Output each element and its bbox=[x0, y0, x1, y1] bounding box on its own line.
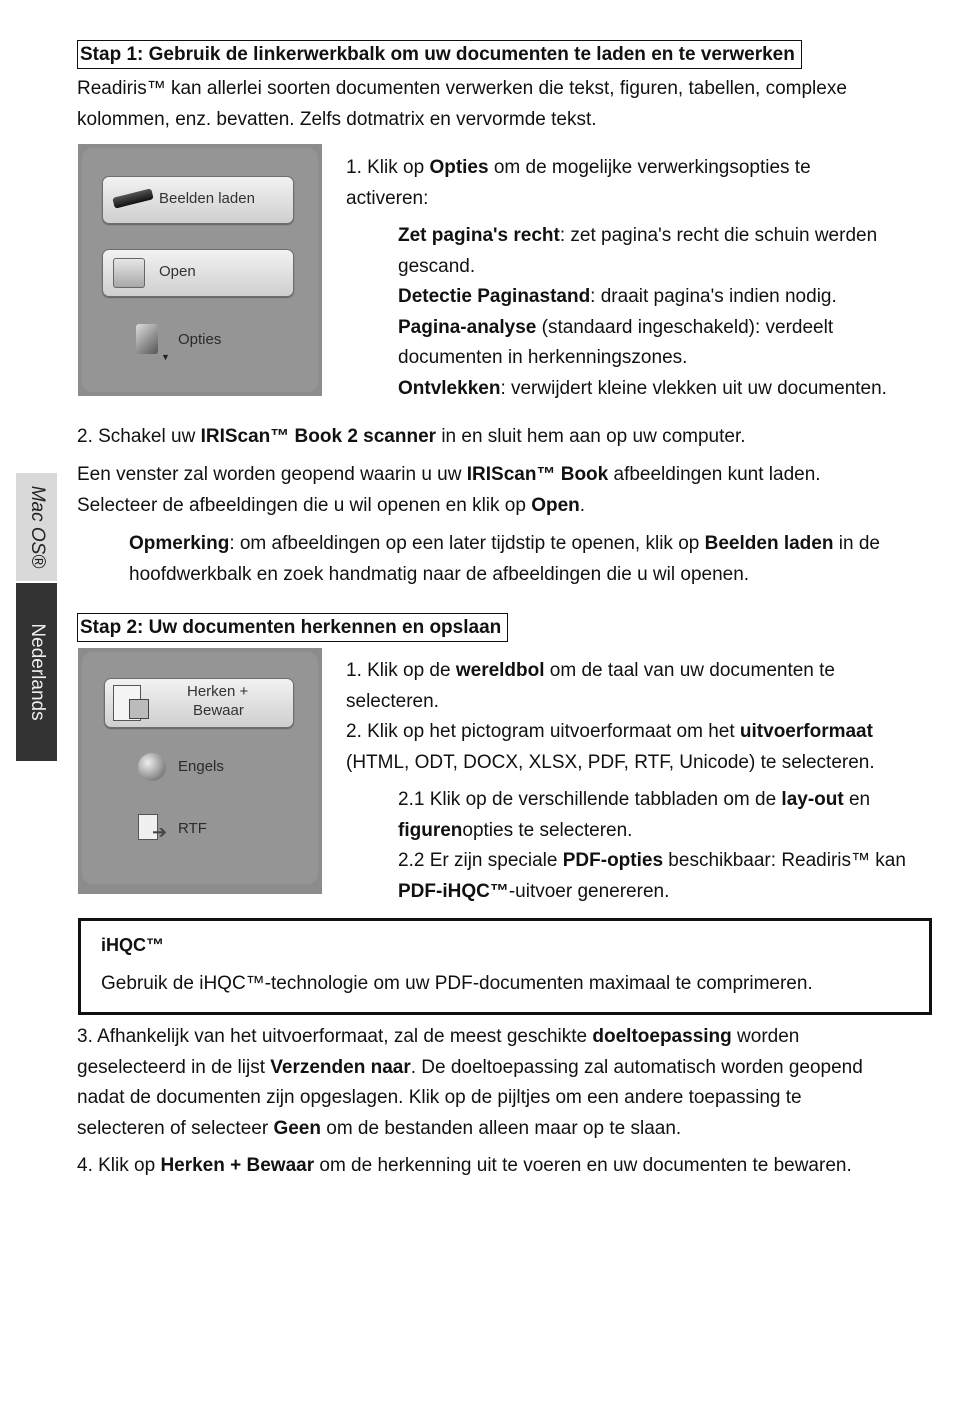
step2-item4 bbox=[77, 1151, 852, 1182]
step1-item2-bold: IRIScan™ Book 2 scanner bbox=[200, 426, 437, 447]
option-straighten-bold: Zet pagina's recht bbox=[398, 225, 560, 246]
step1-para-l1-pre: Een venster zal worden geopend waarin u uw bbox=[77, 464, 467, 485]
step2-item2-line2: (HTML, ODT, DOCX, XLSX, PDF, RTF, Unicode) te selecteren. bbox=[346, 751, 875, 773]
step1-heading: Stap 1: Gebruik de linkerwerkbalk om uw documenten te laden en te verwerken bbox=[77, 40, 802, 69]
remark-label: Opmerking bbox=[129, 533, 230, 554]
step2-item2-pre: 2. Klik op het pictogram uitvoerformaat om het bbox=[346, 721, 740, 742]
option-orientation bbox=[398, 282, 887, 313]
language-button[interactable] bbox=[136, 750, 256, 786]
step1-remark bbox=[129, 529, 880, 590]
recognize-save-button[interactable] bbox=[104, 678, 294, 728]
item3-l1-post: worden bbox=[731, 1026, 800, 1047]
step2-item1-pre: 1. Klik op de bbox=[346, 660, 456, 681]
side-tab-mac-os bbox=[16, 473, 57, 581]
step2-item1-line2: selecteren. bbox=[346, 690, 439, 712]
item3-l3: nadat de documenten zijn opgeslagen. Klik op de pijltjes om een andere toepassing te bbox=[77, 1087, 802, 1108]
ihqc-note-box bbox=[78, 918, 932, 1015]
sub2-post: beschikbaar: Readiris™ kan bbox=[663, 850, 906, 871]
remark-mid: : om afbeeldingen op een later tijdstip te openen, klik op bbox=[229, 533, 705, 554]
item3-l2-bold: Verzenden naar bbox=[270, 1056, 411, 1078]
remark-bold2: Beelden laden bbox=[704, 533, 834, 554]
sub2-bold: PDF-opties bbox=[562, 850, 664, 871]
side-tab-mac-os-label: Mac OS® bbox=[26, 485, 48, 569]
load-images-button[interactable] bbox=[102, 176, 294, 224]
recognize-label-1: Herken + bbox=[187, 683, 249, 700]
step1-item1 bbox=[346, 153, 811, 214]
item4-pre: 4. Klik op bbox=[77, 1155, 161, 1176]
item3-l2-post: . De doeltoepassing zal automatisch worden geopend bbox=[410, 1056, 863, 1078]
step1-item1-post: om de mogelijke verwerkingsopties te bbox=[488, 157, 811, 178]
ihqc-note-title: iHQC™ bbox=[101, 935, 164, 955]
item3-l1-pre: 3. Afhankelijk van het uitvoerformaat, zal de meest geschikte bbox=[77, 1026, 593, 1047]
dropdown-arrow-icon: ▼ bbox=[161, 352, 170, 362]
options-button[interactable] bbox=[134, 320, 254, 364]
left-toolbar-screenshot bbox=[78, 144, 322, 396]
options-label: Opties bbox=[178, 331, 222, 348]
item4-bold: Herken + Bewaar bbox=[160, 1155, 315, 1176]
sub1-bold: lay-out bbox=[781, 789, 844, 810]
option-despeckle-text: : verwijdert kleine vlekken uit uw documenten. bbox=[500, 377, 887, 399]
step2-item2-bold: uitvoerformaat bbox=[739, 721, 873, 742]
item3-l2-pre: geselecteerd in de lijst bbox=[77, 1056, 271, 1078]
item3-l4-post: om de bestanden alleen maar op te slaan. bbox=[320, 1117, 682, 1139]
option-straighten-text: : zet pagina's recht die schuin werden bbox=[559, 225, 878, 246]
step2-item1-post: om de taal van uw documenten te bbox=[544, 660, 835, 681]
ihqc-note-text: Gebruik de iHQC™-technologie om uw PDF-documenten maximaal te comprimeren. bbox=[101, 973, 813, 994]
sub2-l2-bold: PDF-iHQC™ bbox=[398, 880, 509, 902]
option-straighten bbox=[398, 221, 887, 252]
item4-post: om de herkenning uit te voeren en uw documenten te bewaren. bbox=[314, 1155, 852, 1176]
open-label: Open bbox=[159, 263, 196, 280]
item3-l4-bold: Geen bbox=[273, 1117, 321, 1139]
step1-para-l2-post: . bbox=[579, 494, 586, 516]
open-button[interactable] bbox=[102, 249, 294, 297]
step2-item3 bbox=[77, 1022, 863, 1144]
step1-para bbox=[77, 460, 821, 521]
output-format-button[interactable] bbox=[136, 812, 256, 848]
step1-item1-line2: activeren: bbox=[346, 187, 429, 209]
options-list bbox=[398, 221, 887, 404]
side-tab-language-label: Nederlands bbox=[26, 623, 48, 721]
format-label: RTF bbox=[178, 820, 207, 837]
option-page-analysis bbox=[398, 313, 887, 344]
recognize-label-2: Bewaar bbox=[193, 702, 244, 719]
sub1-pre: 2.1 Klik op de verschillende tabbladen om de bbox=[398, 789, 782, 810]
sub2-l2-post: -uitvoer genereren. bbox=[508, 880, 670, 902]
remark-line2: hoofdwerkbalk en zoek handmatig naar de afbeeldingen die u wil openen. bbox=[129, 563, 750, 585]
load-images-label: Beelden laden bbox=[159, 190, 255, 207]
step1-intro-line1: Readiris™ kan allerlei soorten documenten verwerken die tekst, figuren, tabellen, complexe bbox=[77, 78, 847, 99]
step2-items bbox=[346, 656, 875, 778]
sub1-l2-post: opties te selecteren. bbox=[462, 819, 633, 841]
option-orientation-text: : draait pagina's indien nodig. bbox=[590, 286, 837, 307]
recognize-toolbar-screenshot bbox=[78, 648, 322, 894]
step1-para-l2-bold: Open bbox=[531, 494, 580, 516]
step1-para-l1-bold: IRIScan™ Book bbox=[466, 464, 609, 485]
option-page-analysis-line2: documenten in herkenningszones. bbox=[398, 347, 688, 368]
step1-para-l1-post: afbeeldingen kunt laden. bbox=[608, 464, 821, 485]
sub1-l2-bold: figuren bbox=[398, 819, 463, 841]
step1-item2-pre: 2. Schakel uw bbox=[77, 426, 201, 447]
arrow-icon: ➔ bbox=[152, 822, 168, 842]
item3-l4-pre: selecteren of selecteer bbox=[77, 1117, 274, 1139]
step1-intro bbox=[77, 74, 847, 135]
step1-item1-bold: Opties bbox=[429, 157, 489, 178]
sub1-post: en bbox=[843, 789, 871, 810]
step1-intro-line2: kolommen, enz. bevatten. Zelfs dotmatrix en vervormde tekst. bbox=[77, 108, 597, 130]
disk-icon bbox=[129, 699, 149, 719]
option-despeckle bbox=[398, 374, 887, 405]
option-page-analysis-text: (standaard ingeschakeld): verdeelt bbox=[536, 316, 834, 338]
folder-icon bbox=[113, 258, 145, 288]
step1-item1-pre: 1. Klik op bbox=[346, 157, 430, 178]
option-despeckle-bold: Ontvlekken bbox=[398, 377, 501, 399]
step1-item2 bbox=[77, 422, 746, 453]
sub2-pre: 2.2 Er zijn speciale bbox=[398, 850, 563, 871]
tools-icon bbox=[136, 324, 158, 354]
option-page-analysis-bold: Pagina-analyse bbox=[398, 316, 537, 338]
step2-subitems bbox=[398, 785, 906, 907]
step2-heading: Stap 2: Uw documenten herkennen en opslaan bbox=[77, 613, 508, 642]
globe-icon bbox=[138, 753, 166, 781]
scanner-icon bbox=[112, 188, 153, 208]
item3-l1-bold: doeltoepassing bbox=[592, 1026, 732, 1047]
side-tab-language bbox=[16, 583, 57, 761]
option-straighten-line2: gescand. bbox=[398, 255, 476, 277]
remark-post: in de bbox=[833, 533, 880, 554]
language-label: Engels bbox=[178, 758, 224, 775]
step1-para-l2-pre: Selecteer de afbeeldingen die u wil openen en klik op bbox=[77, 494, 532, 516]
step2-item1-bold: wereldbol bbox=[455, 660, 545, 681]
option-orientation-bold: Detectie Paginastand bbox=[398, 286, 591, 307]
step1-item2-post: in en sluit hem aan op uw computer. bbox=[436, 426, 746, 447]
